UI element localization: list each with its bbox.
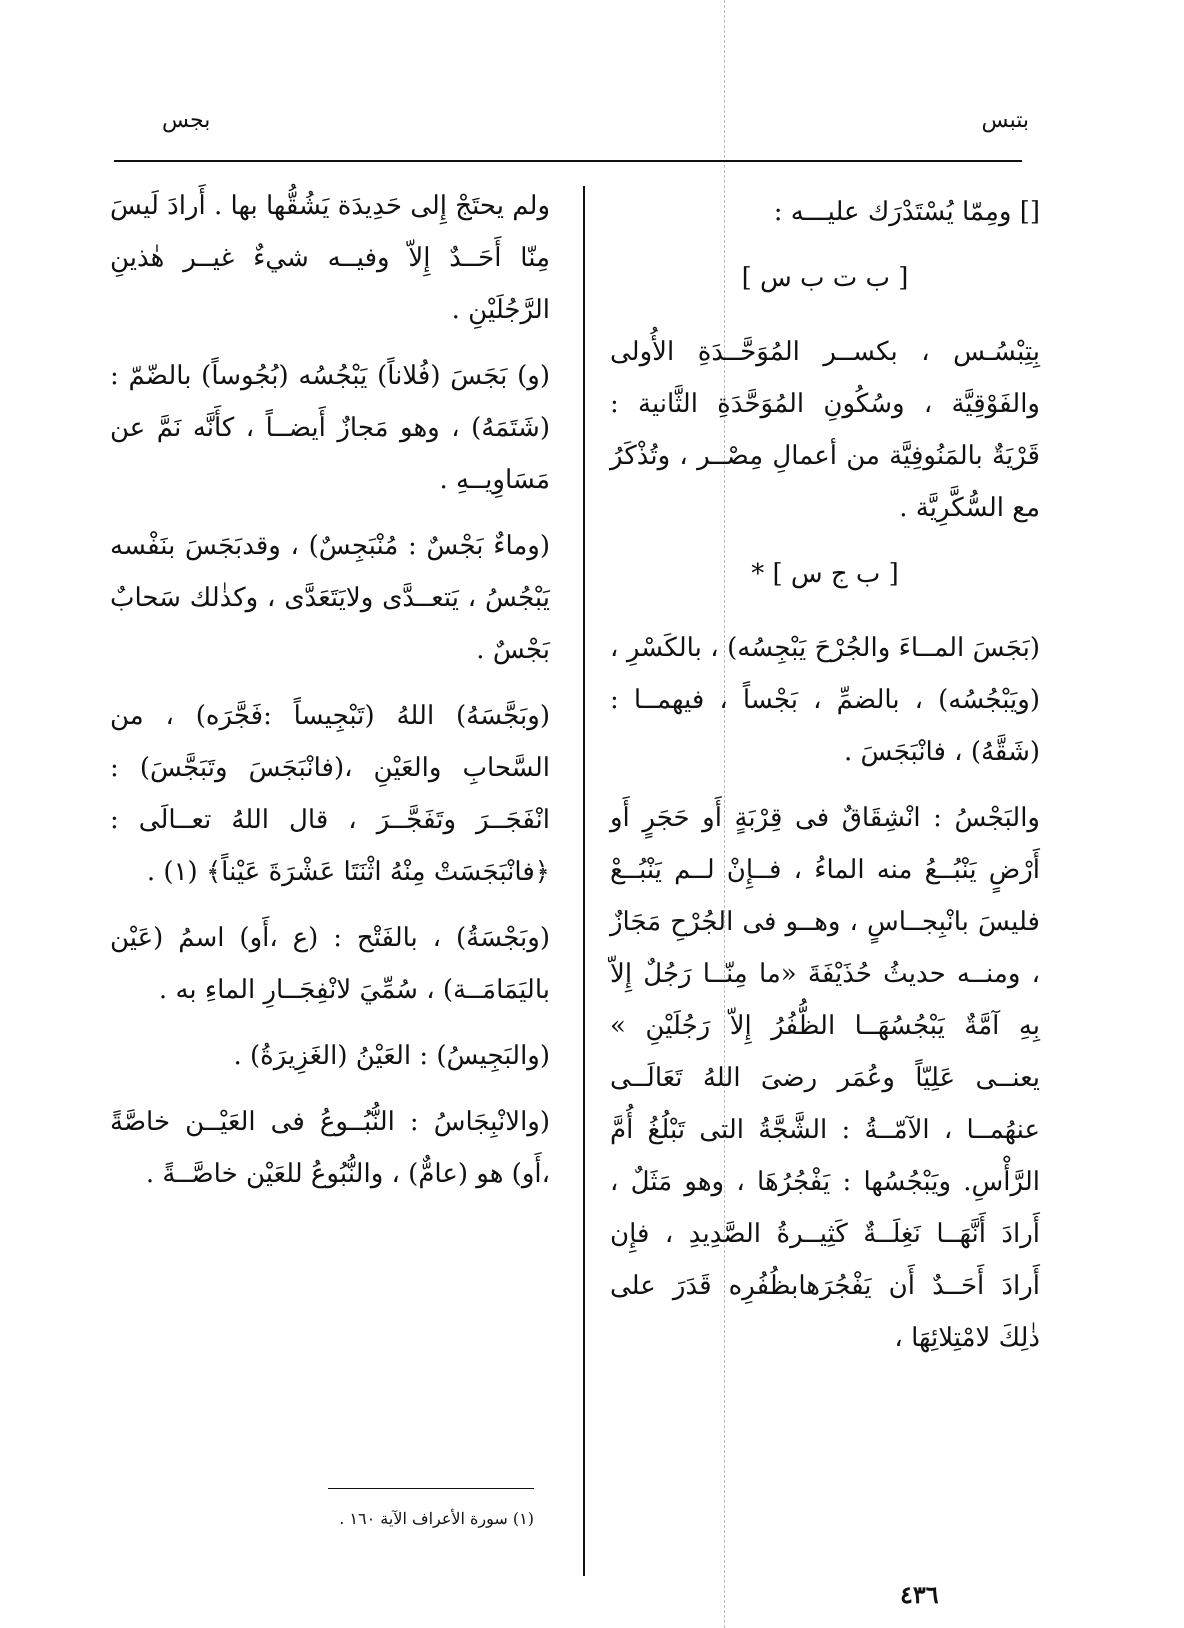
entry-paragraph: (والبَجِيسُ) : العَيْنُ (الغَزِيرَةُ) . xyxy=(233,1041,550,1071)
entry-paragraph: (والانْبِجَاسُ : النُّبُــوعُ فى العَيْــن خاصَّةً ،أَو) هو (عامٌّ) ، والنُّبُوعُ للعَيْن خاصَّــةً . xyxy=(110,1107,550,1189)
entry-heading-bjs: [ ب ج س ] * xyxy=(751,559,899,589)
left-column xyxy=(110,180,550,1214)
footnote: (١) سورة الأعراف الآية ١٦٠ . xyxy=(339,1509,534,1528)
header-guide-word-left: بجس xyxy=(162,108,211,133)
right-column xyxy=(610,186,1040,1378)
entry-heading-btbs: [ ب ت ب س ] xyxy=(741,263,909,293)
footnote-rule xyxy=(328,1488,534,1489)
entry-paragraph: (وماءٌ بَجْسٌ : مُنْبَجِسٌ) ، وقدبَجَسَ بنَفْسه يَبْجُسُ ، يَتعــدَّى ولايَتَعَدَّى ، وكذٰلك سَحابٌ بَجْسٌ . xyxy=(110,531,550,665)
entry-text-btbs: بِتِبْسُـس ، بكســر المُوَحَّــدَةِ الأُولى والفَوْقِيَّة ، وسُكُونِ المُوَحَّدَةِ الثَّانية : قَرْيَةٌ بالمَنُوفِيَّة من أعمالِ مِصْــر ، وتُذْكَرُ مع السُّكَّرِيَّة . xyxy=(610,337,1040,523)
column-divider xyxy=(583,186,585,1576)
entry-paragraph: (بَجَسَ المــاءَ والجُرْحَ يَبْجِسُه) ، بالكَسْرِ ، (ويَبْجُسُه) ، بالضمِّ ، بَجْساً ، فيهمــا : (شَقَّهُ) ، فانْبَجَسَ . xyxy=(610,633,1040,767)
entry-paragraph: والبَجْسُ : انْشِقَاقٌ فى قِرْبَةٍ أَو حَجَرٍ أَو أَرْضٍ يَنْبُــعُ منه الماءُ ، فــإِنْ لــم يَنْبُــعْ فليسَ بانْبِجــاسٍ ، وهــو فى الجُرْحِ مَجَازٌ ، ومنــه حديثُ حُذَيْفَةَ «ما مِنّــا رَجُلٌ إِلاّ بِهِ آمَّةٌ يَبْجُسُهَــا الظُّفُرُ إِلاّ رَجُلَيْنِ » يعنــى عَلِيّاً وعُمَر رضىَ اللهُ تَعَالَــى عنهُمــا ، الآمّــةُ : الشَّجَّةُ التى تَبْلُغُ أُمَّ الرَّأْسِ. ويَبْجُسُها : يَفْجُرُهَا ، وهو مَثَلٌ ، أَرادَ أَنَّهَــا نَغِلَــةٌ كَثِيــرةُ الصَّدِيدِ ، فإِن أَرادَ أَحَــدٌ أَن يَفْجُرَهابظُفُرِه قَدَرَ على ذٰلِكَ لامْتِلائِهَا ، xyxy=(610,803,1040,1353)
entry-paragraph: (وبَجْسَةُ) ، بالفَتْح : (ع ،أَو) اسمُ (عَيْن باليَمَامَــة) ، سُمِّيَ لانْفِجَــارِ الماءِ به . xyxy=(110,923,550,1005)
supplement-intro: [] ومِمّا يُسْتَدْرَك عليـــه : xyxy=(773,197,1040,227)
header-guide-word-right: بتبس xyxy=(981,108,1029,133)
page-number: ٤٣٦ xyxy=(900,1580,939,1609)
header-rule xyxy=(114,160,1022,162)
entry-paragraph: (وبَجَّسَهُ) اللهُ (تَبْجِيساً :فَجَّرَه) ، من السَّحابِ والعَيْنِ ،(فانْبَجَسَ وتَبَجَّسَ) : انْفَجَــرَ وتَفَجَّــرَ ، قال اللهُ تعــالَى : ﴿فانْبَجَسَتْ مِنْهُ اثْنَتَا عَشْرَةَ عَيْناً﴾ (١) . xyxy=(110,701,550,887)
entry-paragraph: ولم يحتَجْ إِلى حَدِيدَة يَشُقُّها بها . أَرادَ لَيسَ مِنّا أَحَــدٌ إِلاّ وفيــه شيءٌ غيــر هٰذينِ الرَّجُلَيْنِ . xyxy=(110,191,550,325)
entry-paragraph: (و) بَجَسَ (فُلاناً) يَبْجُسُه (بُجُوساً) بالضّمّ : (شَتَمَهُ) ، وهو مَجازٌ أَيضــاً ، كأَنَّه نَمَّ عن مَسَاوِيــهِ . xyxy=(110,361,550,495)
